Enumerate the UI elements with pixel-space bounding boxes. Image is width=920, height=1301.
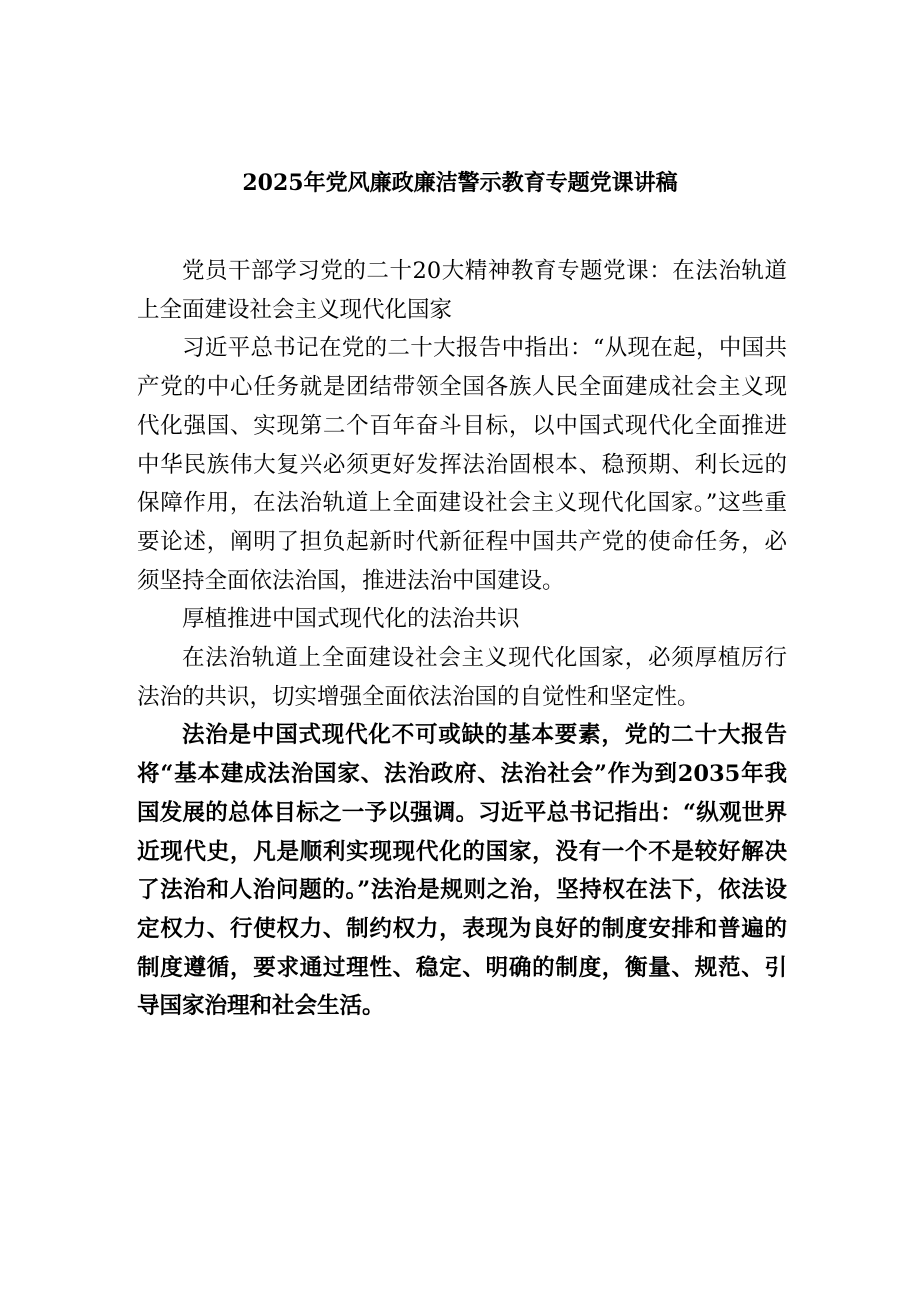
paragraph-subtitle: 党员干部学习党的二十20大精神教育专题党课：在法治轨道上全面建设社会主义现代化国家 — [137, 258, 787, 323]
paragraph-intro: 在法治轨道上全面建设社会主义现代化国家，必须厚植厉行法治的共识，切实增强全面依法治国的自觉性和坚定性。 — [137, 645, 787, 710]
paragraph-quote: 习近平总书记在党的二十大报告中指出：“从现在起，中国共产党的中心任务就是团结带领全国各族人民全面建成社会主义现代化强国、实现第二个百年奋斗目标，以中国式现代化全面推进中华民族伟大复兴必须更好发挥法治固根本、稳预期、利长远的保障作用，在法治轨道上全面建设社会主义现代化国家。”这些重要论述，阐明了担负起新时代新征程中国共产党的使命任务，必须坚持全面依法治国，推进法治中国建设。 — [137, 335, 787, 594]
section-heading: 厚植推进中国式现代化的法治共识 — [182, 606, 520, 633]
paragraph-emphasis: 法治是中国式现代化不可或缺的基本要素，党的二十大报告将“基本建成法治国家、法治政府、法治社会”作为到2035年我国发展的总体目标之一予以强调。习近平总书记指出：“纵观世界近现代史，凡是顺利实现现代化的国家，没有一个不是较好解决了法治和人治问题的。”法治是规则之治，坚持权在法下，依法设定权力、行使权力、制约权力，表现为良好的制度安排和普遍的制度遵循，要求通过理性、稳定、明确的制度，衡量、规范、引导国家治理和社会生活。 — [137, 722, 787, 1020]
document-body — [137, 252, 787, 1026]
document-title: 2025年党风廉政廉洁警示教育专题党课讲稿 — [242, 170, 678, 196]
